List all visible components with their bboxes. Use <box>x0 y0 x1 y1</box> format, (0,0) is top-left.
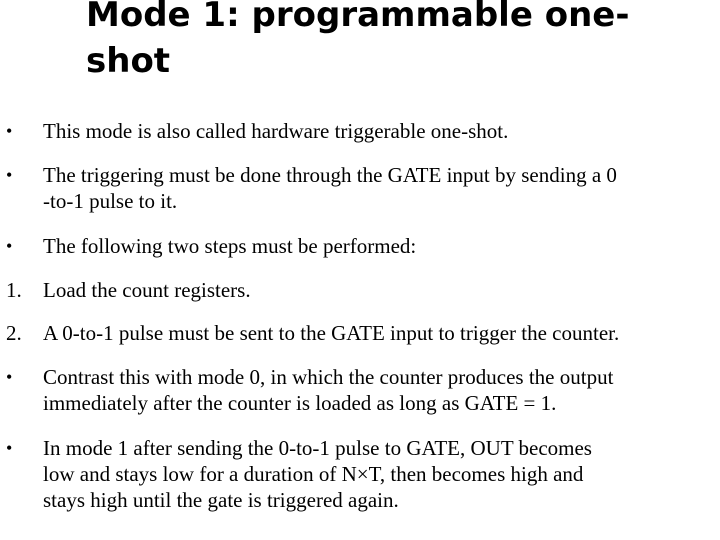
bullet-marker: • <box>6 236 13 256</box>
bullet-marker: • <box>6 165 13 185</box>
slide-title: Mode 1: programmable one- shot <box>86 0 630 81</box>
number-marker: 2. <box>6 321 22 345</box>
number-marker: 1. <box>6 278 22 302</box>
bullet-text: The triggering must be done through the GATE input by sending a 0 -to-1 pulse to it. <box>43 163 617 213</box>
numbered-text: A 0-to-1 pulse must be sent to the GATE input to trigger the counter. <box>43 321 620 345</box>
numbered-text: Load the count registers. <box>43 278 251 302</box>
bullet-text: In mode 1 after sending the 0-to-1 pulse to GATE, OUT becomes low and stays low for a duration of N×T, then becomes high and stays high until the gate is triggered again. <box>43 436 592 512</box>
bullet-marker: • <box>6 121 13 141</box>
bullet-marker: • <box>6 438 13 458</box>
bullet-text: Contrast this with mode 0, in which the counter produces the output immediately after the counter is loaded as long as GATE = 1. <box>43 365 614 415</box>
bullet-text: The following two steps must be performed: <box>43 234 417 258</box>
bullet-text: This mode is also called hardware triggerable one-shot. <box>43 119 509 143</box>
bullet-marker: • <box>6 367 13 387</box>
